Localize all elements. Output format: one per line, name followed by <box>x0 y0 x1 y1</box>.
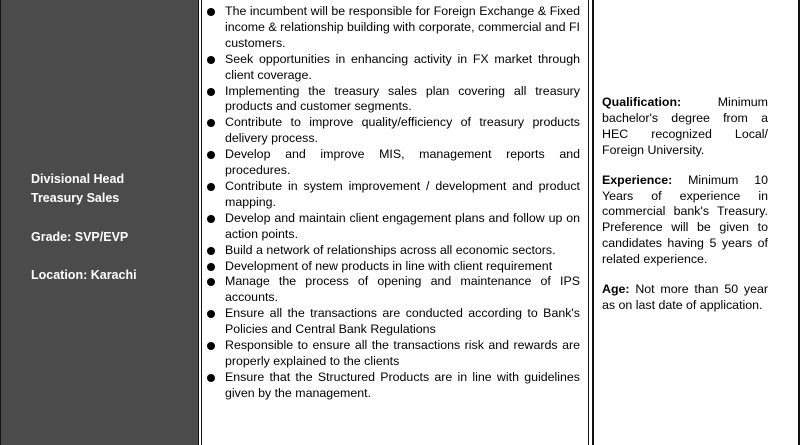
age-label: Age: <box>602 282 630 297</box>
responsibility-item <box>205 243 580 259</box>
bullet-icon <box>207 8 215 16</box>
responsibility-text: Develop and maintain client engagement plans and follow up on action points. <box>225 210 580 241</box>
bullet-icon <box>207 278 215 286</box>
age-paragraph <box>602 282 768 314</box>
responsibility-text: Seek opportunities in enhancing activity in FX market through client coverage. <box>225 51 580 82</box>
position-grade: Grade: SVP/EVP <box>31 230 129 244</box>
bullet-icon <box>207 151 215 159</box>
responsibility-text: The incumbent will be responsible for Foreign Exchange & Fixed income & relationship building with corporate, commercial and FI customers. <box>225 4 580 50</box>
responsibility-item <box>205 147 580 179</box>
bullet-icon <box>207 88 215 96</box>
position-title <box>31 170 124 208</box>
qualification-paragraph <box>602 95 768 159</box>
responsibility-item <box>205 179 580 211</box>
responsibilities-list <box>205 4 580 402</box>
bullet-icon <box>207 56 215 64</box>
responsibility-item <box>205 259 580 275</box>
responsibility-item <box>205 211 580 243</box>
bullet-icon <box>207 310 215 318</box>
responsibility-item <box>205 4 580 52</box>
bullet-icon <box>207 374 215 382</box>
requirements-column <box>594 0 800 445</box>
qualification-text: Minimum bachelor's degree from a HEC recognized Local/ Foreign University. <box>602 95 768 157</box>
responsibility-item <box>205 52 580 84</box>
bullet-icon <box>207 247 215 255</box>
responsibility-text: Contribute to improve quality/efficiency of treasury products delivery process. <box>225 115 580 146</box>
responsibility-text: Build a network of relationships across all economic sectors. <box>225 242 556 257</box>
responsibility-item <box>205 338 580 370</box>
age-text: Not more than 50 year as on last date of application. <box>602 282 768 312</box>
responsibility-text: Ensure that the Structured Products are in line with guidelines given by the management. <box>225 369 580 400</box>
responsibility-text: Manage the process of opening and maintenance of IPS accounts. <box>225 274 580 305</box>
responsibilities-column <box>199 0 594 445</box>
bullet-icon <box>207 215 215 223</box>
responsibility-text: Develop and improve MIS, management reports and procedures. <box>225 147 580 178</box>
responsibility-item <box>205 306 580 338</box>
position-column <box>0 0 199 445</box>
responsibility-item <box>205 274 580 306</box>
bullet-icon <box>207 183 215 191</box>
responsibility-text: Development of new products in line with client requirement <box>225 258 553 273</box>
position-title-line2: Treasury Sales <box>31 191 120 205</box>
bullet-icon <box>207 263 215 271</box>
responsibility-text: Ensure all the transactions are conducted according to Bank's Policies and Central Bank Regulations <box>225 306 580 337</box>
experience-label: Experience: <box>602 172 673 187</box>
position-title-line1: Divisional Head <box>31 172 125 186</box>
responsibility-text: Contribute in system improvement / development and product mapping. <box>225 178 580 209</box>
bullet-icon <box>207 342 215 350</box>
bullet-icon <box>207 119 215 127</box>
responsibility-item <box>205 84 580 116</box>
experience-text: Minimum 10 Years of experience in commercial bank's Treasury. Preference will be given to candidates having 5 years of related experience. <box>602 172 768 267</box>
responsibility-text: Implementing the treasury sales plan covering all treasury products and customer segments. <box>225 83 580 114</box>
responsibility-text: Responsible to ensure all the transactions risk and rewards are properly explained to the clients <box>225 338 580 368</box>
qualification-label: Qualification: <box>602 95 682 109</box>
experience-paragraph <box>602 173 768 268</box>
position-location: Location: Karachi <box>31 268 137 282</box>
responsibility-item <box>205 370 580 402</box>
responsibility-item <box>205 115 580 147</box>
